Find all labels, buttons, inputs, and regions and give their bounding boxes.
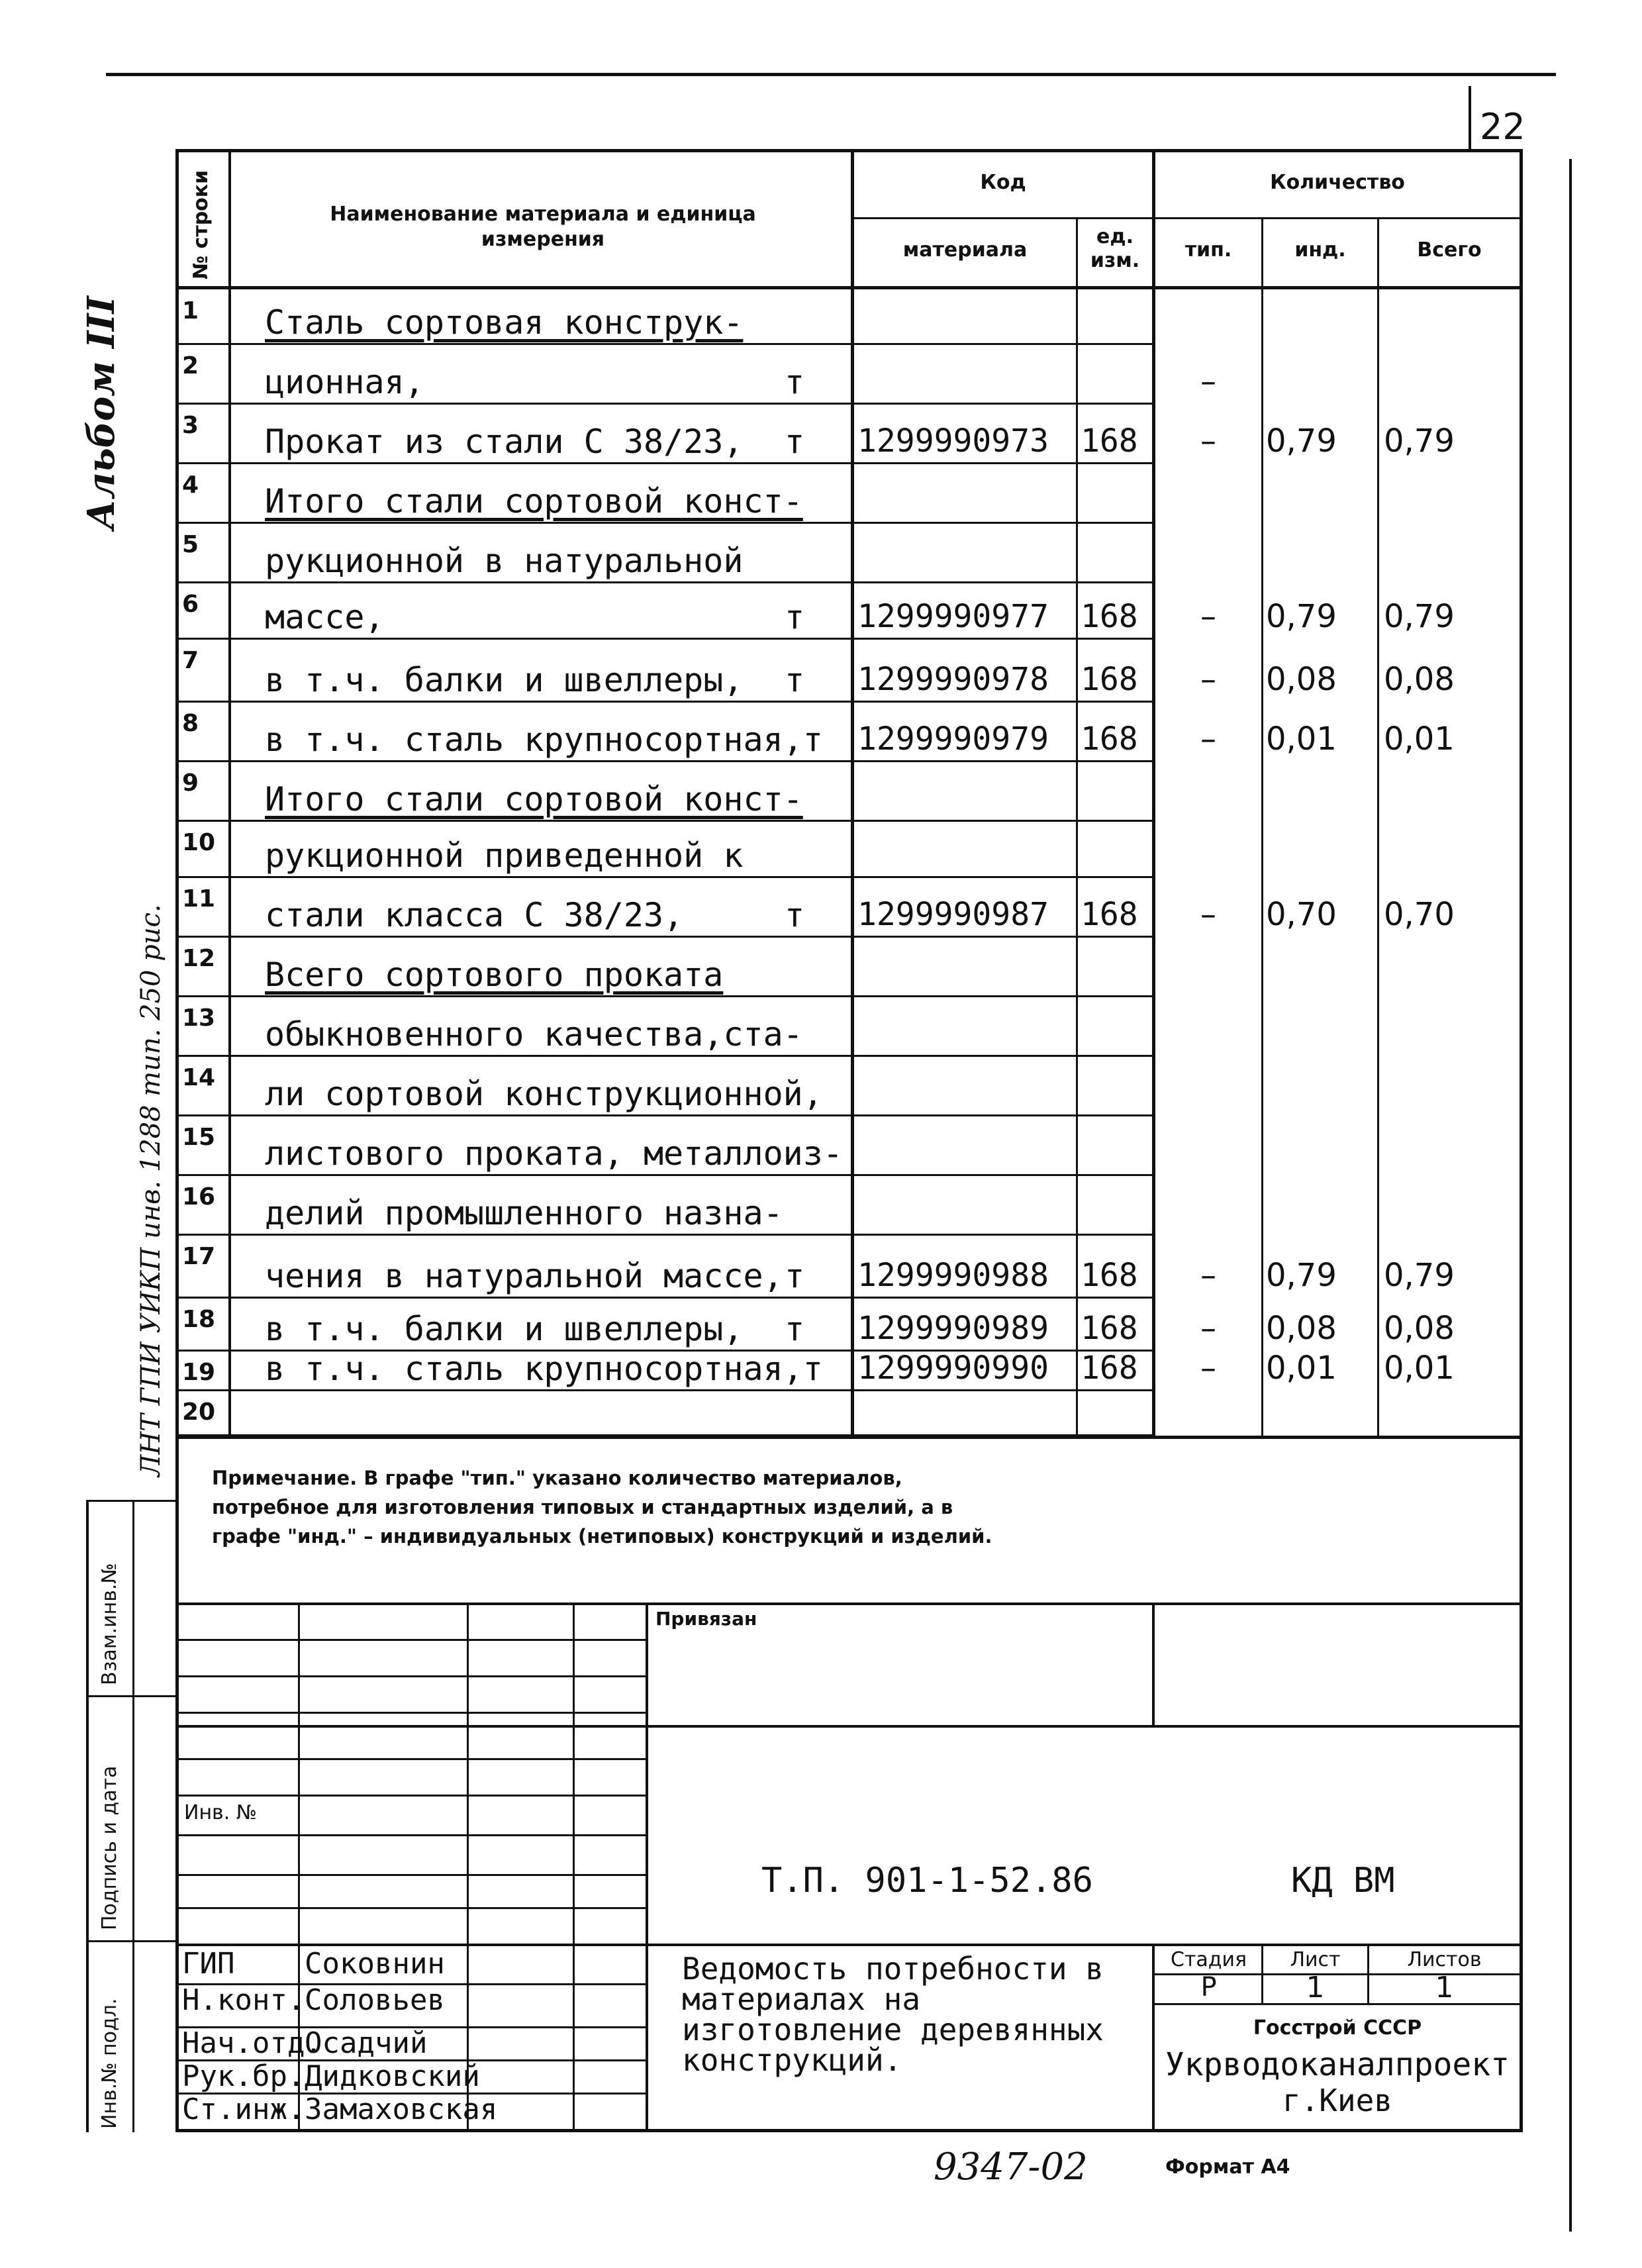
row-name: массе, <box>265 598 385 636</box>
row-ind: 0,01 <box>1266 720 1337 758</box>
signer-name: Замаховская <box>305 2093 498 2126</box>
row-unit: 168 <box>1081 422 1138 460</box>
row-typ: – <box>1200 1257 1216 1294</box>
stamp-label-podpis: Подпись и дата <box>98 1765 121 1930</box>
row-typ: – <box>1200 896 1216 933</box>
sheets-value: 1 <box>1435 1971 1454 2004</box>
row-number: 16 <box>182 1183 216 1210</box>
row-number: 20 <box>182 1399 216 1426</box>
row-total: 0,79 <box>1384 1257 1455 1294</box>
row-code: 1299990977 <box>857 598 1049 635</box>
row-name: в т.ч. балки и швеллеры, <box>265 1310 744 1348</box>
row-total: 0,08 <box>1384 1310 1455 1347</box>
row-name: Всего сортового проката <box>265 956 724 994</box>
row-name: Прокат из стали С 38/23, <box>265 422 744 461</box>
row-number: 10 <box>182 829 216 856</box>
row-number: 5 <box>182 531 199 558</box>
row-name: стали класса С 38/23, <box>265 896 684 934</box>
row-name: ционная, <box>265 363 424 401</box>
row-code: 1299990973 <box>857 422 1049 460</box>
header-typ: тип. <box>1184 238 1232 262</box>
sheets-label: Листов <box>1407 1948 1482 1971</box>
header-code-group: Код <box>980 171 1026 194</box>
header-code-material: материала <box>902 238 1028 262</box>
album-label: Альбом III <box>79 296 123 530</box>
row-name: Сталь сортовая конструк- <box>265 303 744 342</box>
row-unit: 168 <box>1081 720 1138 758</box>
row-code: 1299990989 <box>857 1310 1049 1347</box>
row-ind: 0,79 <box>1266 422 1337 460</box>
signer-name: Соловьев <box>305 1983 445 2017</box>
row-name: в т.ч. сталь крупносортная,т <box>265 1350 823 1388</box>
stage-value: Р <box>1200 1972 1217 2002</box>
row-unit-letter: т <box>785 1257 805 1295</box>
page-number: 22 <box>1480 106 1525 148</box>
row-unit: 168 <box>1081 598 1138 635</box>
stamp-label-vzam: Взам.инв.№ <box>98 1563 121 1685</box>
row-code: 1299990987 <box>857 896 1049 933</box>
row-typ: – <box>1200 1350 1216 1387</box>
row-number: 2 <box>182 352 199 379</box>
header-total: Всего <box>1417 238 1482 262</box>
row-total: 0,08 <box>1384 661 1455 698</box>
sheet-value: 1 <box>1306 1971 1325 2004</box>
row-typ: – <box>1200 598 1216 635</box>
signer-role: Рук.бр. <box>182 2059 305 2093</box>
row-number: 9 <box>182 769 199 797</box>
row-typ: – <box>1200 661 1216 698</box>
row-code: 1299990988 <box>857 1257 1049 1294</box>
row-unit-letter: т <box>785 422 805 461</box>
row-number: 11 <box>182 885 216 912</box>
row-unit: 168 <box>1081 896 1138 933</box>
stamp-label-inv-podl: Инв.№ подл. <box>98 1998 121 2129</box>
row-unit: 168 <box>1081 1350 1138 1387</box>
row-code: 1299990979 <box>857 720 1049 758</box>
row-ind: 0,70 <box>1266 896 1337 933</box>
row-unit: 168 <box>1081 661 1138 698</box>
row-name: чения в натуральной массе, <box>265 1257 783 1295</box>
project-code: Т.П. 901-1-52.86 <box>761 1861 1093 1900</box>
header-ind: инд. <box>1294 238 1346 262</box>
org-ukrvodokanal: Укрводоканалпроект <box>1165 2046 1510 2083</box>
row-ind: 0,79 <box>1266 1257 1337 1294</box>
row-number: 4 <box>182 471 199 499</box>
row-code: 1299990990 <box>857 1350 1049 1387</box>
signer-role: ГИП <box>182 1947 235 1981</box>
row-total: 0,01 <box>1384 1350 1455 1387</box>
row-number: 8 <box>182 710 199 737</box>
row-ind: 0,08 <box>1266 661 1337 698</box>
row-name: рукционной в натуральной <box>265 542 744 580</box>
row-unit-letter: т <box>785 661 805 699</box>
row-unit-letter: т <box>785 363 805 401</box>
privyazan-label: Привязан <box>655 1608 757 1630</box>
row-total: 0,79 <box>1384 422 1455 460</box>
row-name: в т.ч. балки и швеллеры, <box>265 661 744 699</box>
handwritten-number: 9347-02 <box>934 2145 1088 2189</box>
doc-code: КД ВМ <box>1291 1861 1395 1900</box>
row-number: 6 <box>182 591 199 618</box>
signer-role: Ст.инж. <box>182 2093 305 2126</box>
row-code: 1299990978 <box>857 661 1049 698</box>
signer-name: Соковнин <box>305 1947 445 1981</box>
row-name: Итого стали сортовой конст- <box>265 780 803 818</box>
row-name: рукционной приведенной к <box>265 836 744 875</box>
row-unit: 168 <box>1081 1310 1138 1347</box>
row-number: 15 <box>182 1124 216 1151</box>
document-title: Ведомость потребности в материалах на изготовление деревянных конструкций. <box>682 1951 1104 2078</box>
row-number: 7 <box>182 647 199 674</box>
org-gosstroy: Госстрой СССР <box>1253 2016 1422 2040</box>
row-number: 13 <box>182 1005 216 1032</box>
row-number: 3 <box>182 412 199 439</box>
row-number: 19 <box>182 1359 216 1386</box>
org-city: г.Киев <box>1282 2083 1393 2118</box>
archive-label: ЛНТ ГПИ УИКП инв. 1288 тип. 250 рис. <box>136 904 166 1477</box>
signer-role: Нач.отд. <box>182 2026 322 2060</box>
row-typ: – <box>1200 422 1216 460</box>
row-number: 14 <box>182 1064 216 1091</box>
row-name: ли сортовой конструкционной, <box>265 1075 823 1113</box>
row-total: 0,70 <box>1384 896 1455 933</box>
header-name: Наименование материала и единица измерения <box>330 203 756 251</box>
stage-label: Стадия <box>1170 1948 1247 1971</box>
row-total: 0,01 <box>1384 720 1455 758</box>
signer-name: Дидковский <box>305 2059 480 2093</box>
format-label: Формат А4 <box>1165 2155 1290 2179</box>
signer-name: Осадчий <box>305 2026 428 2060</box>
row-unit-letter: т <box>785 896 805 934</box>
signer-role: Н.конт. <box>182 1983 305 2017</box>
row-typ: – <box>1200 1310 1216 1347</box>
row-unit-letter: т <box>785 598 805 636</box>
row-name: в т.ч. сталь крупносортная,т <box>265 720 823 759</box>
row-typ: – <box>1200 363 1216 400</box>
row-typ: – <box>1200 720 1216 758</box>
row-unit-letter: т <box>785 1310 805 1348</box>
row-ind: 0,79 <box>1266 598 1337 635</box>
row-unit: 168 <box>1081 1257 1138 1294</box>
row-name: делий промышленного назна- <box>265 1194 783 1232</box>
row-ind: 0,08 <box>1266 1310 1337 1347</box>
note: Примечание. В графе "тип." указано количество материалов, потребное для изготовления типовых и стандартных изделий, а в графе "инд." – индивидуальных (нетиповых) конструкций и изделий. <box>212 1467 992 1548</box>
sheet-label: Лист <box>1290 1948 1341 1971</box>
inv-no-label: Инв. № <box>184 1801 258 1824</box>
row-name: Итого стали сортовой конст- <box>265 482 803 520</box>
header-unit: ед. изм. <box>1090 225 1140 272</box>
row-number: 1 <box>182 297 199 324</box>
header-qty-group: Количество <box>1270 171 1405 194</box>
row-number: 17 <box>182 1243 216 1270</box>
row-name: обыкновенного качества,ста- <box>265 1015 803 1054</box>
row-name: листового проката, металлоиз- <box>265 1134 843 1173</box>
row-number: 18 <box>182 1306 216 1333</box>
row-total: 0,79 <box>1384 598 1455 635</box>
header-row-no: № строки <box>189 170 213 279</box>
row-number: 12 <box>182 945 216 972</box>
row-ind: 0,01 <box>1266 1350 1337 1387</box>
